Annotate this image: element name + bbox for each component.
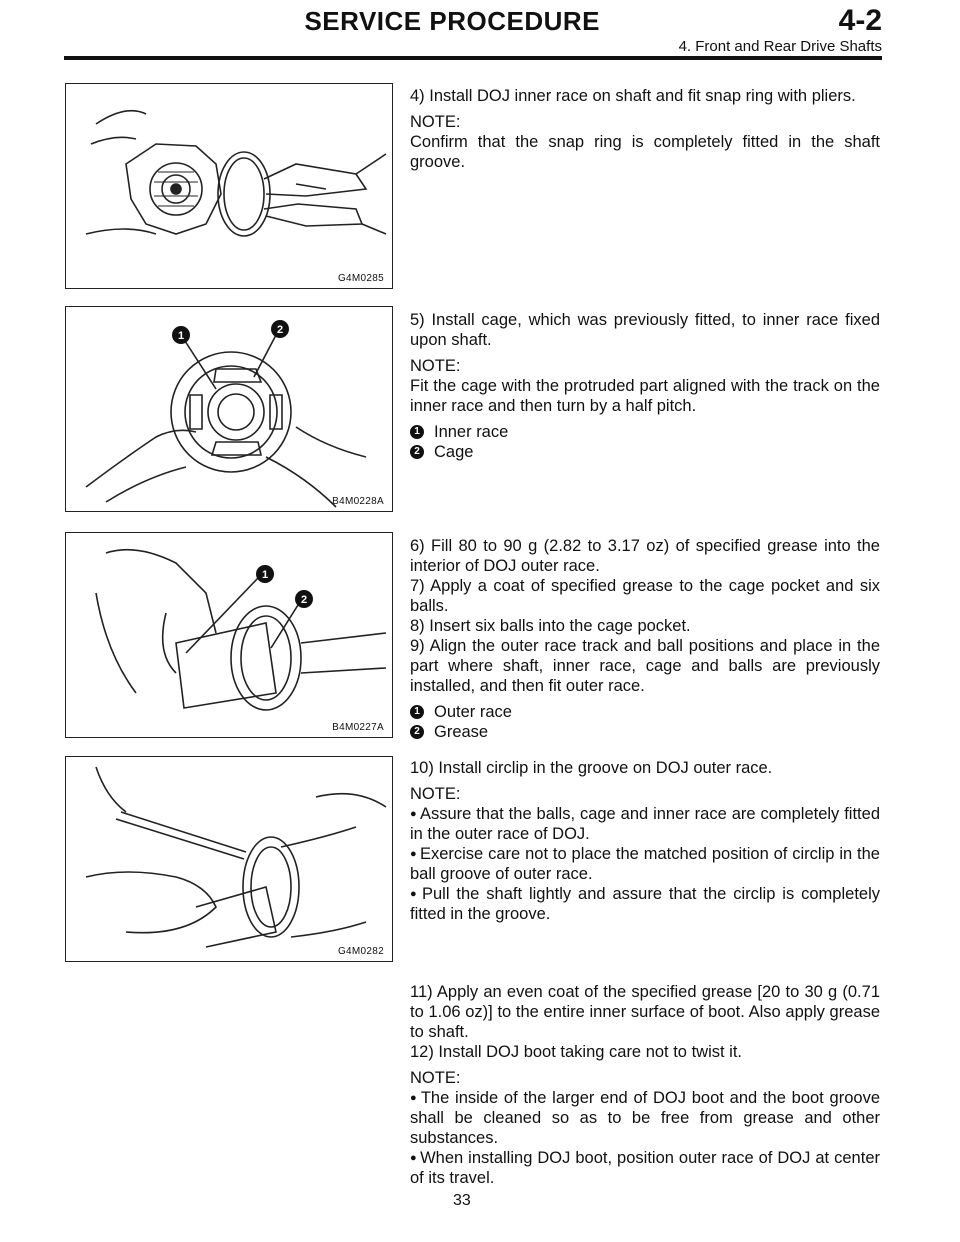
note-label: NOTE:	[410, 785, 461, 803]
note-bullet: ● Assure that the balls, cage and inner race are completely fitted in the outer race of DOJ.	[410, 804, 880, 844]
page-number: 33	[453, 1192, 471, 1209]
note-bullet: ● When installing DOJ boot, position outer race of DOJ at center of its travel.	[410, 1148, 880, 1188]
outer-race-illustration	[66, 533, 392, 737]
figure-code: B4M0227A	[332, 722, 384, 733]
figure-outer-race	[65, 532, 393, 738]
callout-1: 1	[261, 569, 269, 581]
step-4-note: Confirm that the snap ring is completely fitted in the shaft groove.	[410, 133, 880, 171]
steps-11-12-block	[410, 982, 880, 1188]
section-number: 4-2	[838, 4, 882, 37]
callout-2: 2	[276, 324, 284, 336]
step-11-text: 11) Apply an even coat of the specified grease [20 to 30 g (0.71 to 1.06 oz)] to the entire inner surface of boot. Also apply grease to shaft.	[410, 983, 880, 1041]
legend-label: Outer race	[434, 703, 512, 721]
step-10-text: 10) Install circlip in the groove on DOJ outer race.	[410, 759, 773, 777]
snap-ring-illustration	[66, 84, 392, 288]
figure-cage	[65, 306, 393, 512]
step-5-note: Fit the cage with the protruded part aligned with the track on the inner race and then turn by a half pitch.	[410, 377, 880, 415]
legend-label: Inner race	[434, 423, 509, 441]
figure-code: G4M0282	[337, 946, 384, 957]
note-bullet: ● Exercise care not to place the matched position of circlip in the ball groove of outer race.	[410, 844, 880, 884]
note-bullet: ● Pull the shaft lightly and assure that the circlip is completely fitted in the groove.	[410, 884, 880, 924]
note-bullet: ● The inside of the larger end of DOJ boot and the boot groove shall be cleaned so as to be free from grease and other substances.	[410, 1088, 880, 1148]
step-9-text: 9) Align the outer race track and ball positions and place in the part where shaft, inner race, cage and balls are previously installed, and then fit outer race.	[410, 637, 880, 695]
step-4-block	[410, 86, 880, 178]
callout-2: 2	[300, 594, 308, 606]
cage-illustration	[66, 307, 392, 511]
note-label: NOTE:	[410, 357, 461, 375]
legend-number: 2	[410, 725, 424, 739]
legend-label: Grease	[434, 723, 489, 741]
step-4-text: 4) Install DOJ inner race on shaft and fit snap ring with pliers.	[410, 87, 856, 105]
step-8-text: 8) Insert six balls into the cage pocket.	[410, 617, 691, 635]
header-rule	[64, 56, 882, 60]
figure-snap-ring	[65, 83, 393, 289]
figure-code: G4M0285	[337, 273, 384, 284]
step-10-block	[410, 758, 880, 924]
legend-number: 1	[410, 425, 424, 439]
legend-item	[410, 722, 880, 742]
step-5-text: 5) Install cage, which was previously fitted, to inner race fixed upon shaft.	[410, 311, 880, 349]
legend-label: Cage	[434, 443, 474, 461]
legend-number: 1	[410, 705, 424, 719]
legend-number: 2	[410, 445, 424, 459]
figure-circlip	[65, 756, 393, 962]
step-5-block	[410, 310, 880, 462]
legend-item	[410, 422, 880, 442]
step-12-text: 12) Install DOJ boot taking care not to twist it.	[410, 1043, 742, 1061]
legend-item	[410, 442, 880, 462]
note-label: NOTE:	[410, 1069, 461, 1087]
callout-1: 1	[177, 330, 185, 342]
steps-6-9-block	[410, 536, 880, 742]
section-subtitle: 4. Front and Rear Drive Shafts	[678, 38, 882, 55]
step-7-text: 7) Apply a coat of specified grease to the cage pocket and six balls.	[410, 577, 880, 615]
figure-code: B4M0228A	[332, 496, 384, 507]
circlip-illustration	[66, 757, 392, 961]
step-6-text: 6) Fill 80 to 90 g (2.82 to 3.17 oz) of specified grease into the interior of DOJ outer race.	[410, 537, 880, 575]
page-header-title: SERVICE PROCEDURE	[304, 6, 600, 36]
note-label: NOTE:	[410, 113, 461, 131]
legend-item	[410, 702, 880, 722]
